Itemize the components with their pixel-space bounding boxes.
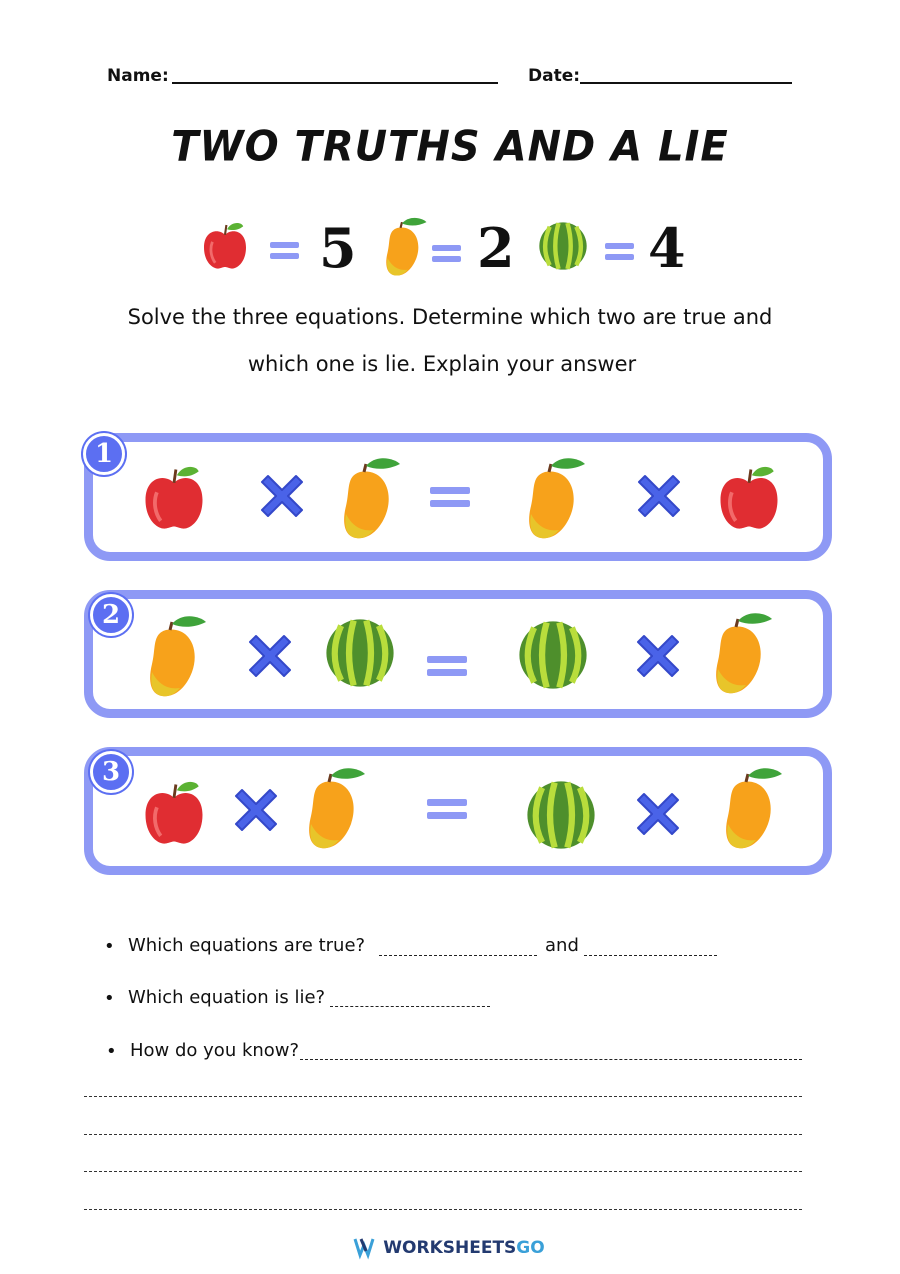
- times-icon: [236, 790, 276, 830]
- apple-icon: [146, 467, 203, 529]
- mango-icon: [726, 768, 782, 848]
- answer-line[interactable]: [84, 1209, 802, 1210]
- bullet: •: [104, 936, 115, 957]
- times-icon: [262, 476, 302, 516]
- mango-icon: [344, 458, 400, 538]
- equation-1-number: 1: [83, 433, 125, 475]
- apple-value: 5: [319, 216, 357, 280]
- answer-blank-explain[interactable]: [300, 1059, 802, 1060]
- question-true-equations: Which equations are true?: [128, 935, 366, 956]
- times-icon: [638, 794, 678, 834]
- apple-icon: [721, 467, 778, 529]
- bullet: •: [106, 1041, 117, 1062]
- watermelon-icon: [527, 781, 594, 848]
- equals-icon: [427, 656, 467, 676]
- name-label: Name:: [107, 66, 169, 86]
- mango-icon: [309, 768, 365, 848]
- answer-line[interactable]: [84, 1171, 802, 1172]
- watermelon-value: 4: [648, 216, 686, 280]
- date-label: Date:: [528, 66, 581, 86]
- answer-blank-lie[interactable]: [330, 1006, 490, 1007]
- times-icon: [638, 636, 678, 676]
- apple-icon: [146, 782, 203, 844]
- mango-icon: [150, 616, 206, 696]
- watermelon-icon: [519, 621, 586, 688]
- answer-blank-true-2[interactable]: [584, 955, 717, 956]
- watermelon-icon: [326, 619, 393, 686]
- equation-2-number: 2: [90, 594, 132, 636]
- equation-3: [146, 768, 783, 848]
- equation-3-number: 3: [90, 751, 132, 793]
- brand-accent: GO: [516, 1238, 545, 1258]
- answer-blank-true-1[interactable]: [379, 955, 537, 956]
- equals-icon: [430, 487, 470, 507]
- mango-icon: [529, 458, 585, 538]
- answer-line[interactable]: [84, 1096, 802, 1097]
- answer-line[interactable]: [84, 1134, 802, 1135]
- times-icon: [250, 636, 290, 676]
- mango-icon: [716, 613, 772, 693]
- equals-icon: [427, 799, 467, 819]
- times-icon: [639, 476, 679, 516]
- mango-value: 2: [477, 216, 515, 280]
- equation-1: [146, 458, 778, 538]
- instructions-line-1: Solve the three equations. Determine which two are true and: [127, 305, 773, 329]
- question-how-know: How do you know?: [130, 1040, 300, 1061]
- brand-w-icon: [355, 1239, 379, 1255]
- brand-logo: [0, 1238, 900, 1258]
- bullet: •: [104, 988, 115, 1009]
- and-label: and: [545, 935, 579, 956]
- page-title: TWO TRUTHS AND A LIE: [171, 122, 729, 172]
- equation-2: [150, 613, 772, 696]
- brand-main: WORKSHEETS: [383, 1238, 517, 1258]
- question-lie-equation: Which equation is lie?: [128, 987, 326, 1008]
- instructions-line-2: which one is lie. Explain your answer: [247, 352, 637, 376]
